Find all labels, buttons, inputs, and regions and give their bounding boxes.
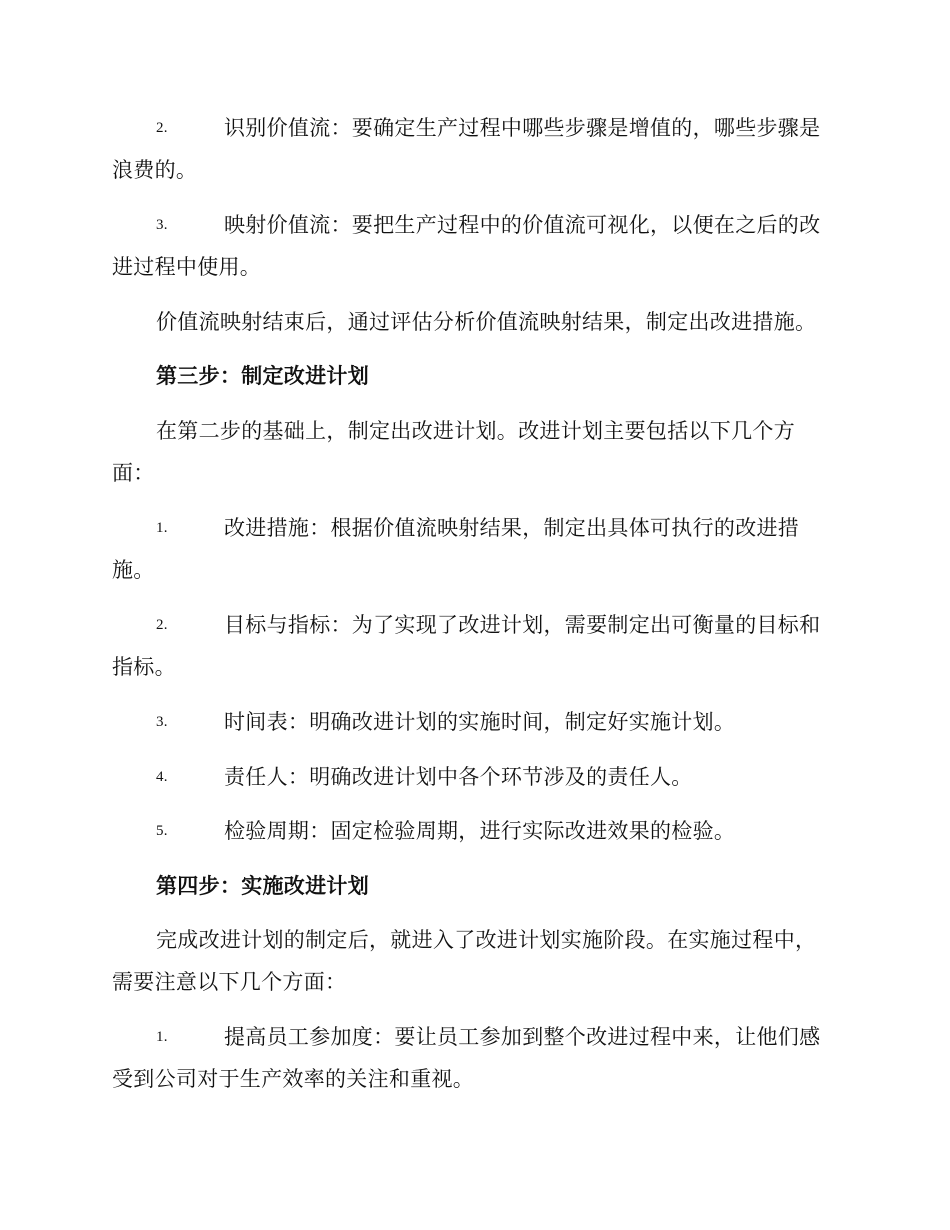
list-item-number: 2. [156,120,168,136]
list-item-text: 提高员工参加度：要让员工参加到整个改进过程中来，让他们感受到公司对于生产效率的关注和重视。 [112,1025,821,1091]
list-item [112,507,834,591]
list-item-text: 改进措施：根据价值流映射结果，制定出具体可执行的改进措施。 [112,516,800,582]
list-item [112,756,834,798]
list-item-text: 映射价值流：要把生产过程中的价值流可视化，以便在之后的改进过程中使用。 [112,213,821,279]
paragraph: 完成改进计划的制定后，就进入了改进计划实施阶段。在实施过程中，需要注意以下几个方面： [112,928,817,994]
list-item [112,204,834,288]
list-item-text: 检验周期：固定检验周期，进行实际改进效果的检验。 [224,819,736,843]
list-item [112,604,834,688]
list-item [112,1016,834,1100]
list-item-number: 3. [156,217,168,233]
section-heading: 第四步：实施改进计划 [156,873,369,898]
paragraph: 在第二步的基础上，制定出改进计划。改进计划主要包括以下几个方面： [112,419,795,485]
list-item-text: 识别价值流：要确定生产过程中哪些步骤是增值的，哪些步骤是浪费的。 [112,116,821,182]
list-item [112,107,834,191]
list-item-text: 时间表：明确改进计划的实施时间，制定好实施计划。 [224,710,736,734]
list-item-text: 责任人：明确改进计划中各个环节涉及的责任人。 [224,765,693,789]
list-item-number: 3. [156,714,168,730]
section-heading: 第三步：制定改进计划 [156,363,369,388]
list-item [112,810,834,852]
list-item-number: 1. [156,1029,168,1045]
list-item-number: 1. [156,520,168,536]
paragraph: 价值流映射结束后，通过评估分析价值流映射结果，制定出改进措施。 [156,310,817,334]
list-item [112,701,834,743]
list-item-text: 目标与指标：为了实现了改进计划，需要制定出可衡量的目标和指标。 [112,613,821,679]
list-item-number: 2. [156,617,168,633]
list-item-number: 4. [156,769,168,785]
list-item-number: 5. [156,823,168,839]
